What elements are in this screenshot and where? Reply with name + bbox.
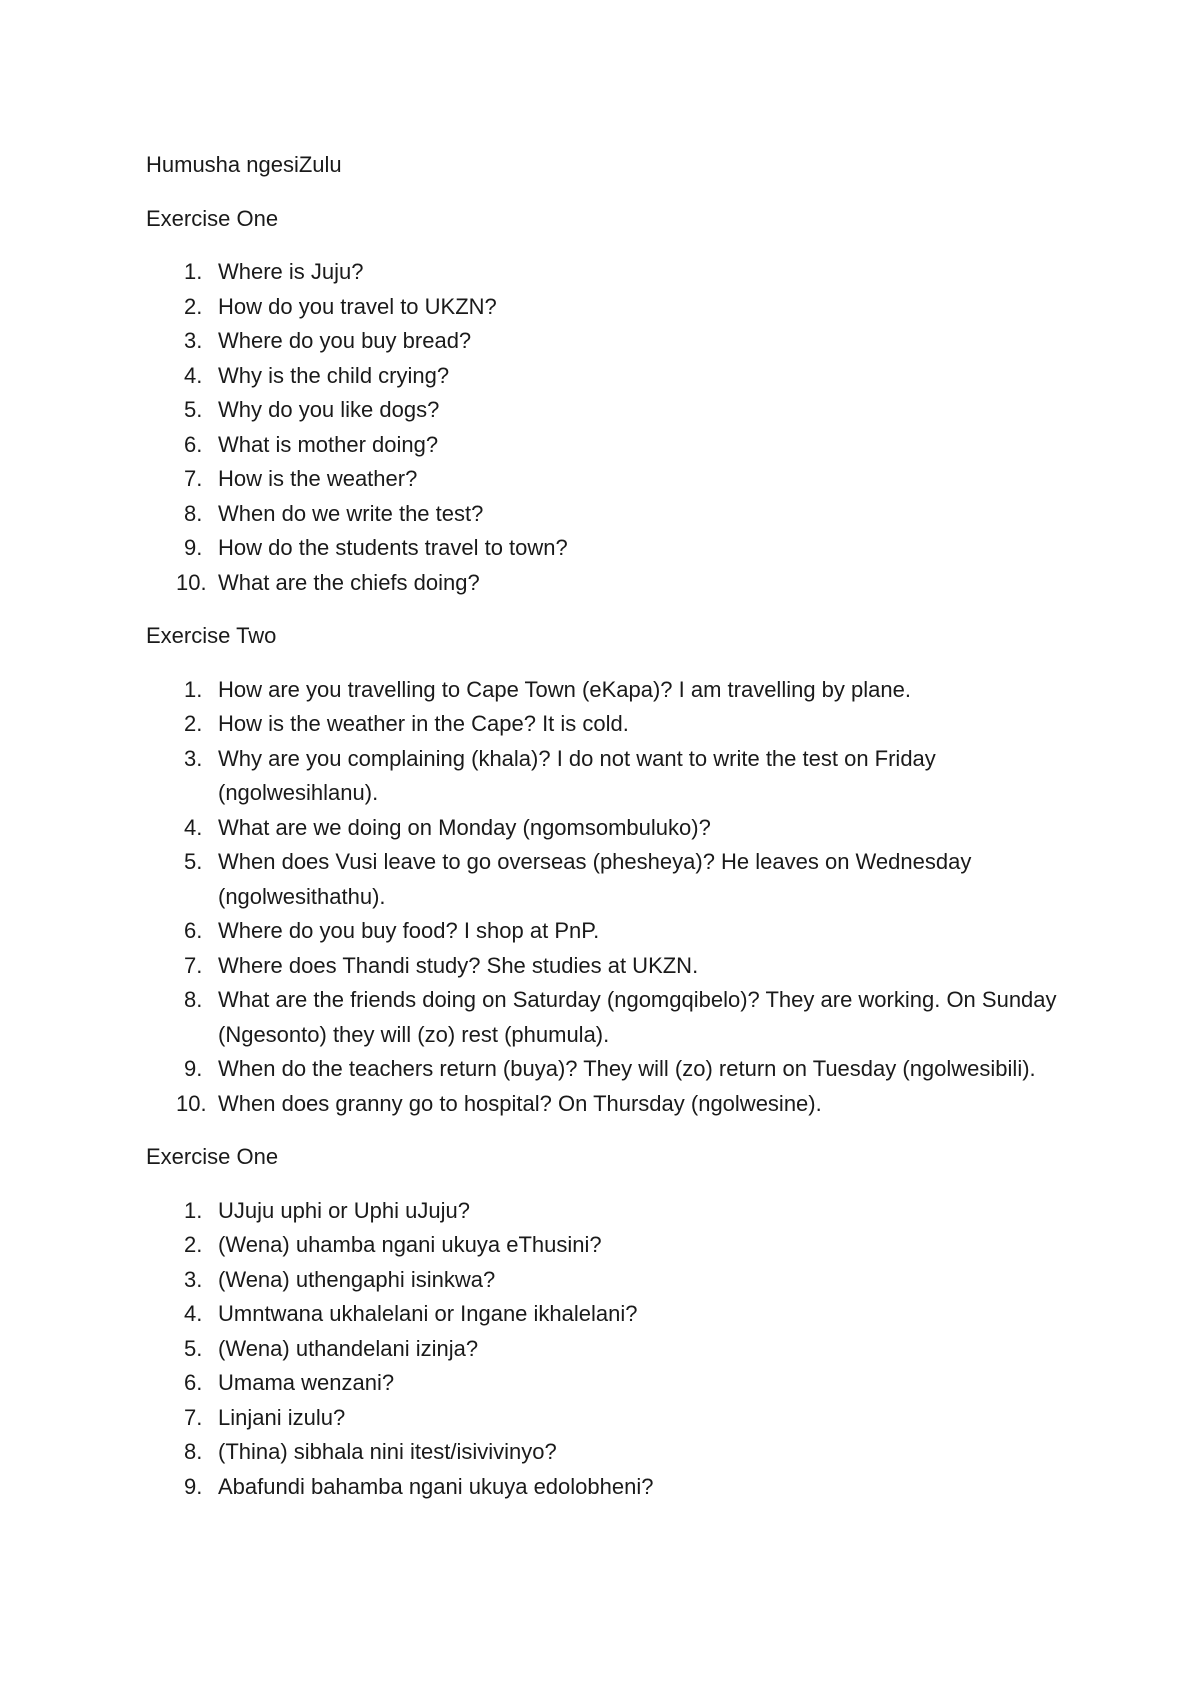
list-item: 2. How do you travel to UKZN? [184,293,497,319]
list-item: 5. When does Vusi leave to go overseas (phesheya)? He leaves on Wednesday (ngolwesithathu). [184,849,972,909]
list-item: 2. (Wena) uhamba ngani ukuya eThusini? [184,1232,602,1257]
exercise-one-list [146,255,1076,600]
list-item: 5. (Wena) uthandelani izinja? [184,1335,479,1361]
list-item: 10. When does granny go to hospital? On Thursday (ngolwesine). [176,1090,822,1116]
list-item: 3. (Wena) uthengaphi isinkwa? [184,1266,496,1292]
list-item: 3. Why are you complaining (khala)? I do not want to write the test on Friday (ngolwesihlanu). [184,745,936,805]
list-item: 7. Linjani izulu? [184,1404,346,1430]
list-item: 4. Why is the child crying? [184,362,450,388]
section-heading-exercise-two: Exercise Two [146,623,277,648]
list-item: 8. (Thina) sibhala nini itest/isivivinyo? [184,1439,557,1464]
list-item: 8. What are the friends doing on Saturday (ngomgqibelo)? They are working. On Sunday (Ngesonto) they will (zo) rest (phumula). [184,987,1057,1047]
list-item: 1. Where is Juju? [184,259,364,284]
list-item: 10. What are the chiefs doing? [176,569,480,595]
list-item: 7. How is the weather? [184,466,418,491]
section-heading-exercise-one: Exercise One [146,205,279,231]
exercise-two-list [146,673,1076,1122]
list-item: 9. When do the teachers return (buya)? They will (zo) return on Tuesday (ngolwesibili). [184,1056,1036,1081]
exercise-one-answers-list [146,1194,1076,1505]
list-item: 7. Where does Thandi study? She studies at UKZN. [184,952,699,978]
list-item: 9. How do the students travel to town? [184,535,568,560]
list-item: 1. UJuju uphi or Uphi uJuju? [184,1197,470,1223]
list-item: 8. When do we write the test? [184,500,484,526]
document-title: Humusha ngesiZulu [146,152,342,177]
list-item: 6. Umama wenzani? [184,1370,395,1395]
list-item: 5. Why do you like dogs? [184,397,440,422]
section-heading-exercise-one-answers: Exercise One [146,1144,279,1169]
list-item: 9. Abafundi bahamba ngani ukuya edolobheni? [184,1473,654,1499]
list-item: 2. How is the weather in the Cape? It is cold. [184,711,629,736]
list-item: 3. Where do you buy bread? [184,328,472,353]
list-item: 4. Umntwana ukhalelani or Ingane ikhalelani? [184,1301,638,1326]
list-item: 6. What is mother doing? [184,431,439,457]
list-item: 1. How are you travelling to Cape Town (eKapa)? I am travelling by plane. [184,676,911,702]
list-item: 4. What are we doing on Monday (ngomsombuluko)? [184,814,711,840]
document-content [146,148,1076,1523]
list-item: 6. Where do you buy food? I shop at PnP. [184,918,600,943]
